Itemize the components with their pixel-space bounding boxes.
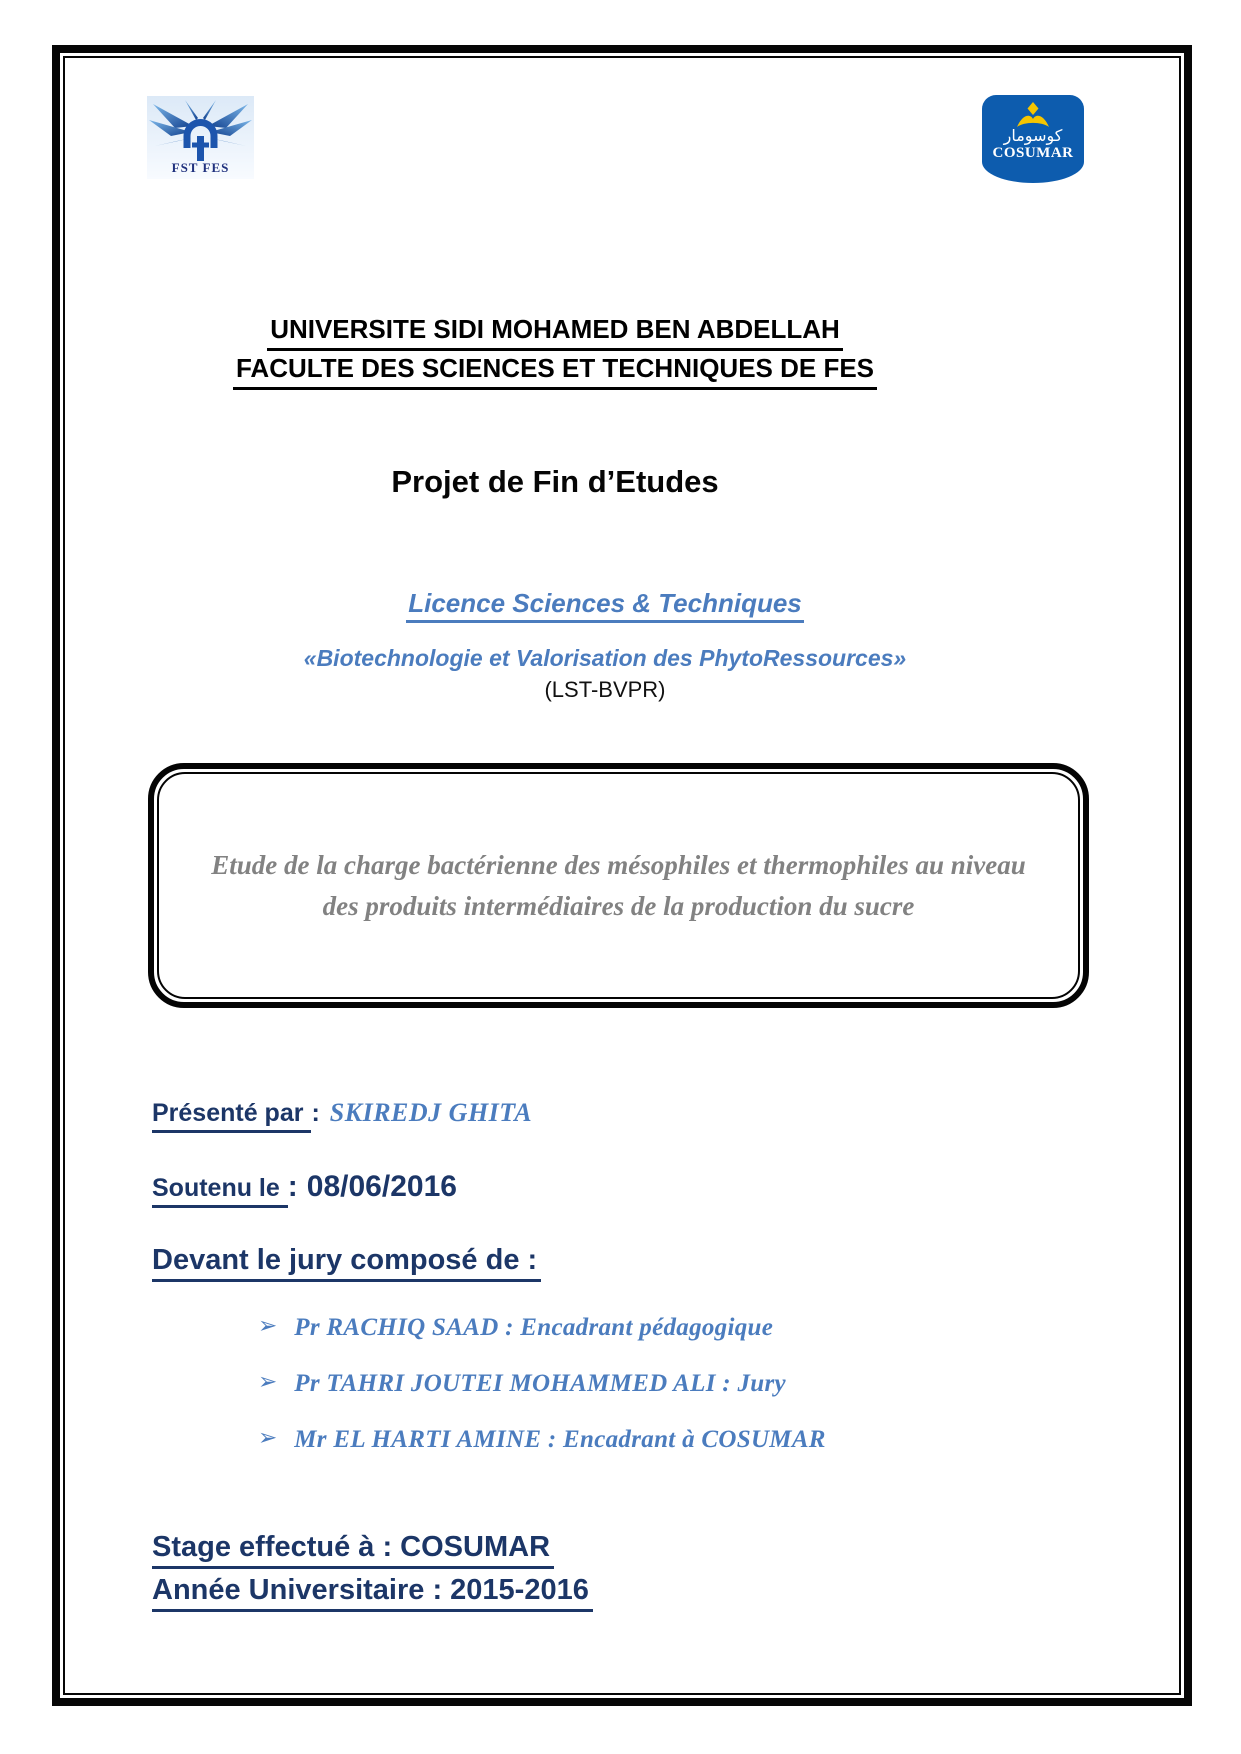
jury-item [258, 1425, 826, 1454]
jury-item [258, 1369, 786, 1398]
fst-fes-logo [147, 96, 254, 179]
jury-item [258, 1313, 773, 1342]
defense-date-value: 08/06/2016 [306, 1170, 457, 1203]
degree-line [170, 588, 1040, 623]
jury-member-name: Pr TAHRI JOUTEI MOHAMMED ALI : Jury [294, 1370, 786, 1397]
thesis-title-box-inner [157, 772, 1080, 999]
cosumar-arabic-label: كوسومار [1003, 126, 1063, 145]
university-name: UNIVERSITE SIDI MOHAMED BEN ABDELLAH [267, 312, 843, 351]
thesis-title: Etude de la charge bactérienne des mésophiles et thermophiles au niveau des produits intermédiaires de la production du sucre [211, 849, 1026, 921]
university-header [120, 312, 990, 390]
presented-by-name: SKIREDJ GHITA [329, 1098, 533, 1127]
faculty-name: FACULTE DES SCIENCES ET TECHNIQUES DE FES [233, 351, 877, 390]
presented-by-row [152, 1098, 532, 1133]
arrow-bullet-icon: ➢ [258, 1369, 278, 1395]
internship-line: Stage effectué à : COSUMAR [152, 1531, 554, 1569]
specialty-title: «Biotechnologie et Valorisation des PhytoRessources» [303, 645, 907, 671]
document-title: Projet de Fin d’Etudes [391, 464, 719, 499]
presented-by-label: Présenté par [152, 1099, 311, 1133]
specialty-abbreviation: (LST-BVPR) [544, 677, 666, 702]
defense-date-row [152, 1170, 457, 1208]
defense-date-label: Soutenu le [152, 1174, 288, 1208]
arrow-bullet-icon: ➢ [258, 1425, 278, 1451]
cosumar-wordmark: COSUMAR [992, 145, 1074, 161]
arrow-bullet-icon: ➢ [258, 1313, 278, 1339]
cosumar-logo [982, 95, 1084, 183]
fst-logo-label: FST FES [171, 160, 230, 175]
academic-year-line: Année Universitaire : 2015-2016 [152, 1574, 593, 1612]
jury-member-name: Mr EL HARTI AMINE : Encadrant à COSUMAR [294, 1426, 826, 1453]
cosumar-crown-icon [1015, 102, 1051, 129]
degree-title: Licence Sciences & Techniques [406, 588, 804, 623]
presented-by-separator: : [311, 1099, 320, 1127]
defense-date-separator: : [287, 1170, 298, 1203]
thesis-title-box [148, 763, 1089, 1008]
jury-heading: Devant le jury composé de : [152, 1244, 541, 1282]
jury-member-name: Pr RACHIQ SAAD : Encadrant pédagogique [294, 1314, 774, 1341]
